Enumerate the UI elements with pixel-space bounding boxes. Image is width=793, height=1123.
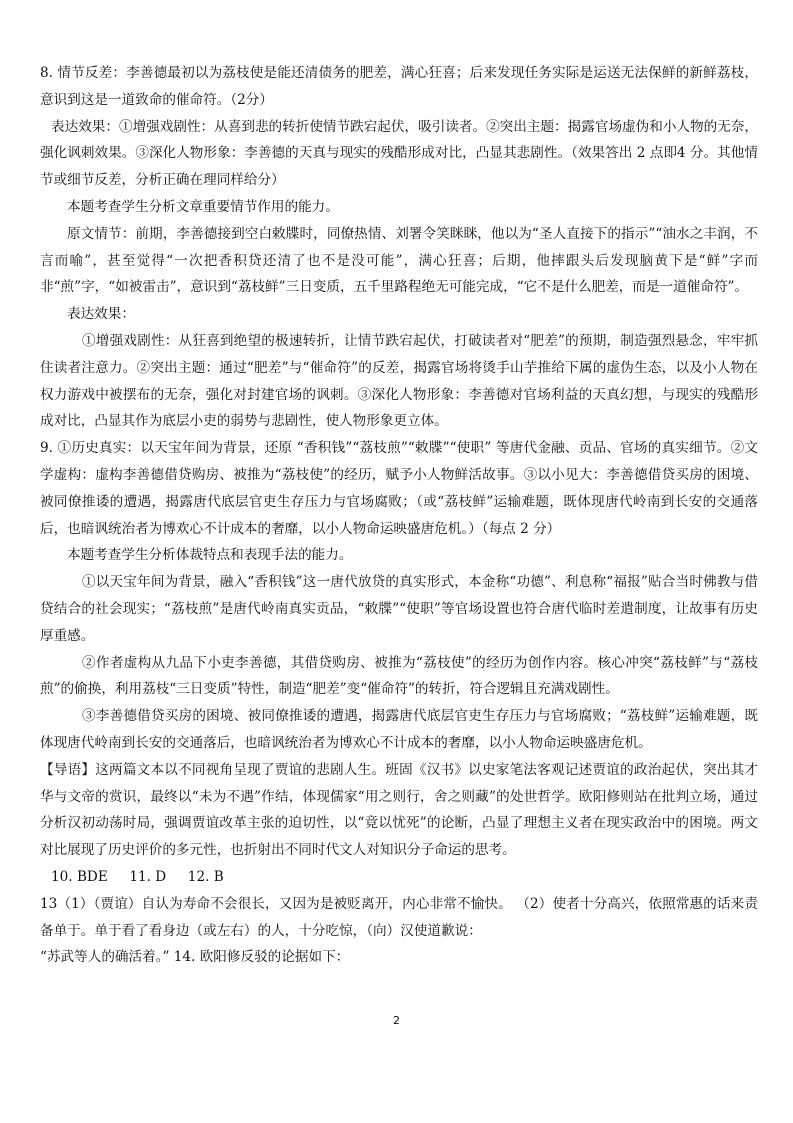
q9-ability-note: 本题考查学生分析体裁特点和表现手法的能力。: [67, 547, 353, 564]
q8-effect-detail: ①增强戏剧性：从狂喜到绝望的极速转折，让情节跌宕起伏，打破读者对“肥差”的预期，制造强烈悬念，牢牢抓住读者注意力。②突出主题：通过“肥差”与“催命符”的反差，揭露官场将烫手山芋推给下属的虚伪生态，以及小人物在权力游戏中被摆布的无奈，强化对封建官场的讽刺。③深化人物形象：李善德对官场利益的天真幻想，与现实的残酷形成对比，凸显其作为底层小吏的弱势与悲剧性，使人物形象更立体。: [40, 332, 758, 430]
q8-original-plot: 原文情节：前期，李善德接到空白敕牒时，同僚热情、刘署令笑眯眯，他以为“圣人直接下的指示”“油水之丰润，不言而喻”，甚至觉得“一次把香积贷还清了也不是没可能”，满心狂喜；后期，他摔跟头后发现脑黄下是“鲜”字而非“煎”字，“如被雷击”，意识到“荔枝鲜”三日变质，五千里路程绝无可能完成，“它不是什么肥差，而是一道催命符”。: [40, 225, 758, 296]
q9-point-1: ①以天宝年间为背景，融入“香积钱”这一唐代放贷的真实形式，本金称“功德”、利息称“福报”贴合当时佛教与借贷结合的社会现实；“荔枝煎”是唐代岭南真实贡品，“敕牒”“使职”等官场设置也符合唐代临时差遣制度，让故事有历史厚重感。: [40, 574, 758, 644]
q8-expression-effect: 表达效果：①增强戏剧性：从喜到悲的转折使情节跌宕起伏，吸引读者。②突出主题：揭露官场虚伪和小人物的无奈，强化讽刺效果。③深化人物形象：李善德的天真与现实的残酷形成对比，凸显其悲剧性。（效果答出 2 点即4 分。其他情节或细节反差，分析正确在理同样给分）: [40, 118, 758, 189]
q8-ability-note: 本题考查学生分析文章重要情节作用的能力。: [67, 198, 339, 215]
page-number: 2: [393, 1014, 400, 1027]
q10-12-answers: 10. BDE 11. D 12. B: [51, 868, 224, 885]
q9-point-3: ③李善德借贷买房的困境、被同僚推诿的遭遇，揭露唐代底层官吏生存压力与官场腐败；“荔枝鲜”运输难题，既体现唐代岭南到长安的交通落后，也暗讽统治者为博欢心不计成本的奢靡，以小人物命运映盛唐危机。: [40, 708, 758, 751]
guide-introduction: 【导语】这两篇文本以不同视角呈现了贾谊的悲剧人生。班固《汉书》以史家笔法客观记述贾谊的政治起伏，突出其才华与文帝的赏识，最终以“未为不遇”作结，体现儒家“用之则行，舍之则藏”的处世哲学。欧阳修则站在批判立场，通过分析汉初动荡时局，强调贾谊改革主张的迫切性，以“竟以忧死”的论断，凸显了理想主义者在现实政治中的困境。两文对比展现了历史评价的多元性，也折射出不同时代文人对知识分子命运的思考。: [40, 761, 758, 859]
q9-point-2: ②作者虚构从九品下小吏李善德，其借贷购房、被推为“荔枝使”的经历为创作内容。核心冲突“荔枝鲜”与“荔枝煎”的偷换，利用荔枝“三日变质”特性，制造“肥差”变“催命符”的转折，符合逻辑且充满戏剧性。: [40, 654, 758, 698]
document-page: [40, 60, 758, 971]
q9-answer: 9. ①历史真实：以天宝年间为背景，还原 “香积钱”“荔枝煎”“敕牒”“使职” 等唐代金融、贡品、官场的真实细节。②文学虚构：虚构李善德借贷购房、被推为“荔枝使”的经历，赋予小人物鲜活故事。③以小见大：李善德借贷买房的困境、被同僚推诿的遭遇，揭露唐代底层官吏生存压力与官场腐败；（或“荔枝鲜”运输难题，既体现唐代岭南到长安的交通落后，也暗讽统治者为博欢心不计成本的奢靡，以小人物命运映盛唐危机。）（每点 2 分）: [40, 440, 758, 537]
q13-translation: 13（1）（贾谊）自认为寿命不会很长，又因为是被贬离开，内心非常不愉快。 （2）使者十分高兴，依照常惠的话来责备单于。单于看了看身边（或左右）的人，十分吃惊，（向）汉使道歉说：: [40, 895, 758, 939]
q8-effect-heading: 表达效果：: [67, 306, 135, 323]
q13-14-continuation: “苏武等人的确活着。” 14. 欧阳修反驳的论据如下：: [40, 949, 350, 966]
q8-answer: 8. 情节反差：李善德最初以为荔枝使是能还清债务的肥差，满心狂喜；后来发现任务实际是运送无法保鲜的新鲜荔枝，意识到这是一道致命的催命符。（2分）: [40, 65, 758, 108]
